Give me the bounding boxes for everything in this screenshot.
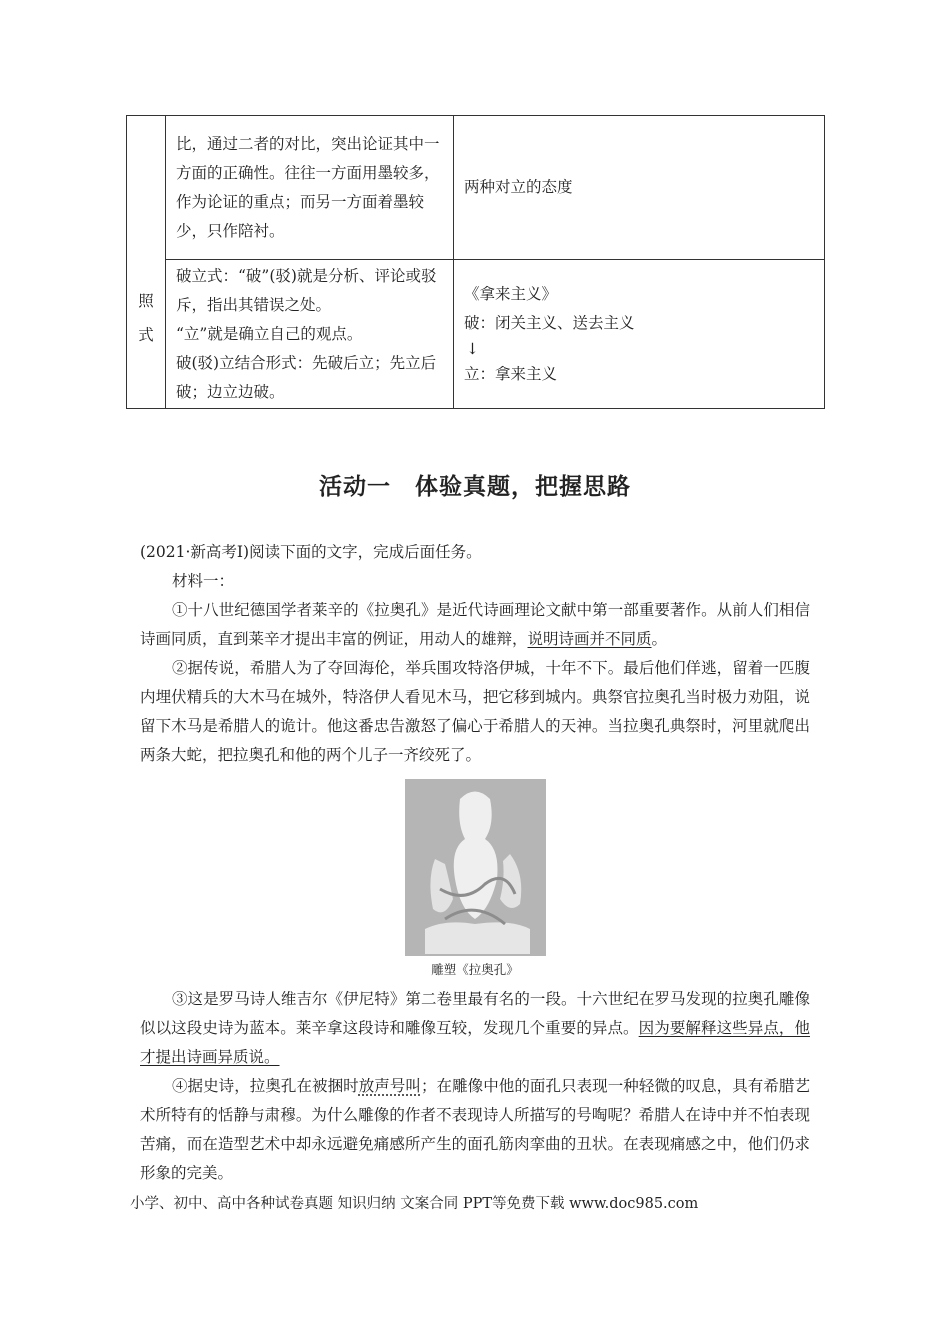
underlined-text: 因为要解释这些异点，他才提出诗画异质说。 — [140, 1019, 810, 1066]
paragraph-1 — [140, 596, 810, 654]
laocoon-sculpture-image — [405, 779, 546, 956]
example-cell — [454, 260, 825, 409]
paragraph-4 — [140, 1072, 810, 1188]
continued-text — [140, 985, 810, 1188]
table-row — [127, 260, 825, 409]
desc-line: 破立式：“破”(驳)就是分析、评论或驳斥，指出其错误之处。 — [176, 266, 437, 314]
emphasized-text: 放声号叫 — [358, 1077, 421, 1095]
paragraph-text: 。 — [651, 630, 668, 648]
section-heading: 活动一 体验真题，把握思路 — [319, 474, 631, 500]
example-po: 破：闭关主义、送去主义 — [464, 313, 635, 332]
side-label-2: 式 — [138, 326, 154, 344]
intro-text: (2021·新高考Ⅰ)阅读下面的文字，完成后面任务。 — [140, 543, 482, 561]
footer-banner: 小学、初中、高中各种试卷真题 知识归纳 文案合同 PPT等免费下载 www.doc985.com — [130, 1196, 699, 1212]
paragraph-3 — [140, 985, 810, 1072]
sculpture-icon — [405, 779, 546, 956]
example-title: 《拿来主义》 — [464, 284, 558, 303]
desc-line: 破(驳)立结合形式：先破后立；先立后破；边立边破。 — [176, 353, 437, 401]
table-row — [127, 116, 825, 260]
desc-line: “立”就是确立自己的观点。 — [176, 324, 363, 343]
paragraph-text: ；在雕像中他的面孔只表现一种轻微的叹息，具有希腊艺术所特有的恬静与肃穆。为什么雕像的作者不表现诗人所描写的号啕呢？希腊人在诗中并不怕表现苦痛，而在造型艺术中却永远避免痛感所产生的面孔筋肉挛曲的丑状。在表现痛感之中，他们仍求形象的完美。 — [140, 1077, 810, 1182]
figure-caption: 雕塑《拉奥孔》 — [431, 962, 519, 977]
paragraph-text: ④据史诗，拉奥孔在被捆时 — [172, 1077, 359, 1095]
comparison-table — [126, 115, 825, 409]
down-arrow-icon: ↓ — [466, 339, 479, 358]
desc-cell: 比，通过二者的对比，突出论证其中一方面的正确性。往往一方面用墨较多，作为论证的重点；而另一方面着墨较少，只作陪衬。 — [166, 116, 454, 260]
example-li: 立：拿来主义 — [464, 364, 558, 383]
paragraph-2: ②据传说，希腊人为了夺回海伦，举兵围攻特洛伊城，十年不下。最后他们佯逃，留着一匹腹内埋伏精兵的大木马在城外，特洛伊人看见木马，把它移到城内。典祭官拉奥孔当时极力劝阻，说留下木马是希腊人的诡计。他这番忠告激怒了偏心于希腊人的天神。当拉奥孔典祭时，河里就爬出两条大蛇，把拉奥孔和他的两个儿子一齐绞死了。 — [140, 659, 810, 764]
paragraph-text: ③这是罗马诗人维吉尔《伊尼特》第二卷里最有名的一段。十六世纪在罗马发现的拉奥孔雕像似以这段史诗为蓝本。莱辛拿这段诗和雕像互较，发现几个重要的异点。 — [140, 990, 810, 1037]
side-label-cell — [127, 116, 166, 409]
material-label: 材料一： — [172, 572, 235, 590]
side-label-1: 照 — [138, 292, 154, 310]
paragraph-text: ①十八世纪德国学者莱辛的《拉奥孔》是近代诗画理论文献中第一部重要著作。从前人们相信诗画同质，直到莱辛才提出丰富的例证，用动人的雄辩， — [140, 601, 810, 648]
underlined-text: 说明诗画并不同质 — [527, 630, 652, 648]
intro-line — [140, 538, 810, 770]
example-cell: 两种对立的态度 — [454, 116, 825, 260]
desc-cell — [166, 260, 454, 409]
